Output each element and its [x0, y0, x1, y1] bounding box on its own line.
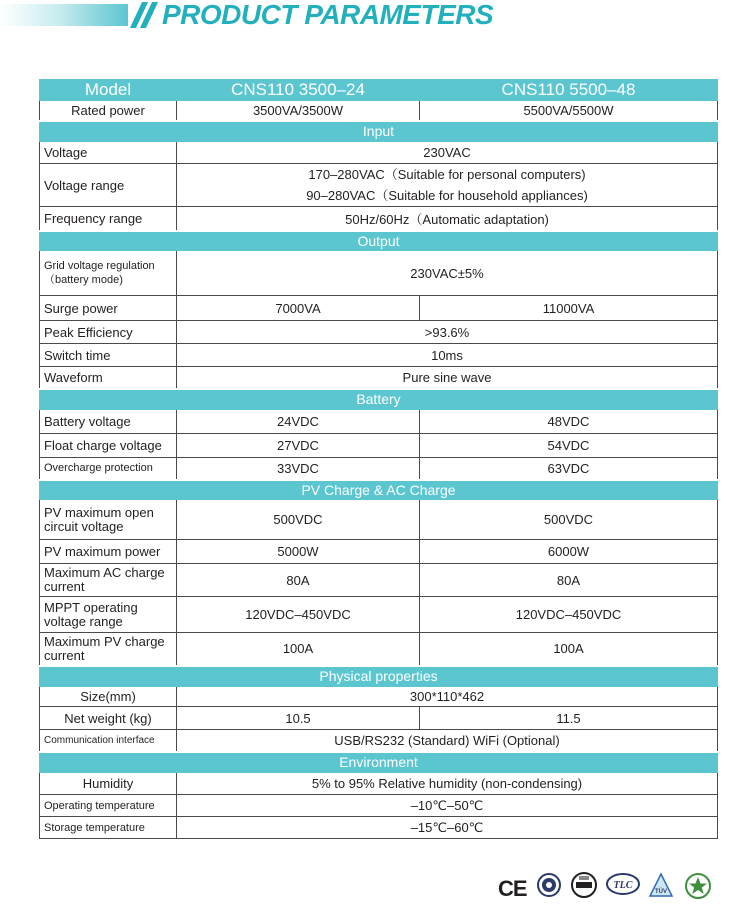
table-row — [40, 367, 718, 389]
section-title: Input — [40, 121, 718, 142]
row-value: –15℃–60℃ — [177, 817, 718, 839]
row-label: Peak Efficiency — [40, 321, 177, 344]
row-value: 3500VA/3500W — [177, 101, 420, 121]
row-label: Waveform — [40, 367, 177, 389]
row-value: Pure sine wave — [177, 367, 718, 389]
section-title: Environment — [40, 752, 718, 773]
row-label: Net weight (kg) — [40, 707, 177, 730]
table-row — [40, 458, 718, 480]
table-row — [40, 597, 718, 633]
row-value: 5000W — [177, 540, 420, 564]
row-value: 120VDC–450VDC — [420, 597, 718, 633]
header-gradient-bar — [0, 4, 128, 26]
table-row — [40, 564, 718, 597]
row-value: >93.6% — [177, 321, 718, 344]
row-label: Frequency range — [40, 207, 177, 231]
row-value: 300*110*462 — [177, 687, 718, 707]
tuv-logo-text: TÜV — [655, 889, 667, 895]
section-title: Physical properties — [40, 666, 718, 687]
row-label: Voltage range — [40, 164, 177, 207]
model-label: Model — [40, 80, 177, 101]
row-value: 100A — [177, 633, 420, 666]
row-value: 7000VA — [177, 296, 420, 321]
section-header-environment — [40, 752, 718, 773]
model-col1: CNS110 3500–24 — [177, 80, 420, 101]
row-label: Maximum PV charge current — [40, 633, 177, 666]
table-row — [40, 817, 718, 839]
section-header-input — [40, 121, 718, 142]
row-value: 11.5 — [420, 707, 718, 730]
page-header — [0, 0, 750, 34]
row-label: Rated power — [40, 101, 177, 121]
row-value: 11000VA — [420, 296, 718, 321]
section-title: Battery — [40, 389, 718, 410]
table-row — [40, 101, 718, 121]
row-value: –10℃–50℃ — [177, 795, 718, 817]
section-header-battery — [40, 389, 718, 410]
row-value: 500VDC — [177, 500, 420, 540]
tlc-logo-text: TLC — [613, 880, 633, 891]
section-header-pv — [40, 480, 718, 500]
row-value: 54VDC — [420, 434, 718, 458]
label-line: Grid voltage regulation — [44, 260, 155, 272]
ce-mark-icon: CE — [498, 876, 527, 901]
section-header-output — [40, 231, 718, 251]
table-row — [40, 500, 718, 540]
section-header-physical — [40, 666, 718, 687]
table-row — [40, 773, 718, 795]
row-label: Float charge voltage — [40, 434, 177, 458]
table-row — [40, 321, 718, 344]
row-label: MPPT operating voltage range — [40, 597, 177, 633]
row-label: Battery voltage — [40, 410, 177, 434]
parameters-table — [39, 79, 718, 839]
page-title: PRODUCT PARAMETERS — [162, 0, 494, 30]
row-label: Switch time — [40, 344, 177, 367]
row-value: 100A — [420, 633, 718, 666]
row-value: 33VDC — [177, 458, 420, 480]
tuv-triangle-icon — [648, 872, 674, 900]
row-label — [40, 251, 177, 296]
table-row — [40, 795, 718, 817]
row-label: Storage temperature — [40, 817, 177, 839]
row-label: Humidity — [40, 773, 177, 795]
table-row — [40, 344, 718, 367]
row-value: 5500VA/5500W — [420, 101, 718, 121]
row-value: 50Hz/60Hz（Automatic adaptation) — [177, 207, 718, 231]
row-value: 27VDC — [177, 434, 420, 458]
row-label: PV maximum power — [40, 540, 177, 564]
row-value: 80A — [177, 564, 420, 597]
row-value: 48VDC — [420, 410, 718, 434]
table-row — [40, 296, 718, 321]
row-value: 500VDC — [420, 500, 718, 540]
table-row — [40, 142, 718, 164]
section-title: PV Charge & AC Charge — [40, 480, 718, 500]
row-value: 5% to 95% Relative humidity (non-condensing) — [177, 773, 718, 795]
table-row — [40, 410, 718, 434]
model-col2: CNS110 5500–48 — [420, 80, 718, 101]
model-row — [40, 80, 718, 101]
table-row — [40, 540, 718, 564]
row-value: 230VAC — [177, 142, 718, 164]
label-line: （battery mode) — [44, 274, 123, 286]
voltage-range-line: 90–280VAC（Suitable for household appliances) — [306, 188, 588, 203]
row-value: 6000W — [420, 540, 718, 564]
row-value: 24VDC — [177, 410, 420, 434]
table-row — [40, 207, 718, 231]
table-row — [40, 633, 718, 666]
row-value: 80A — [420, 564, 718, 597]
row-label: Overcharge protection — [40, 458, 177, 480]
table-row — [40, 251, 718, 296]
voltage-range-line: 170–280VAC（Suitable for personal computers) — [308, 167, 586, 182]
row-label: PV maximum open circuit voltage — [40, 500, 177, 540]
row-label: Communication interface — [40, 730, 177, 752]
ccc-seal-icon — [536, 872, 562, 898]
iso-badge-icon — [570, 872, 598, 898]
row-value: USB/RS232 (Standard) WiFi (Optional) — [177, 730, 718, 752]
row-value: 10ms — [177, 344, 718, 367]
row-value: 10.5 — [177, 707, 420, 730]
table-row — [40, 434, 718, 458]
row-value: 63VDC — [420, 458, 718, 480]
table-row — [40, 707, 718, 730]
row-label: Voltage — [40, 142, 177, 164]
certification-logos — [498, 872, 738, 904]
tlc-logo-icon — [606, 872, 640, 896]
row-label: Surge power — [40, 296, 177, 321]
row-value — [177, 164, 718, 207]
row-value: 120VDC–450VDC — [177, 597, 420, 633]
table-row — [40, 164, 718, 207]
row-label: Operating temperature — [40, 795, 177, 817]
row-value: 230VAC±5% — [177, 251, 718, 296]
row-label: Maximum AC charge current — [40, 564, 177, 597]
section-title: Output — [40, 231, 718, 251]
row-label: Size(mm) — [40, 687, 177, 707]
green-star-seal-icon — [684, 872, 712, 900]
table-row — [40, 687, 718, 707]
table-row — [40, 730, 718, 752]
